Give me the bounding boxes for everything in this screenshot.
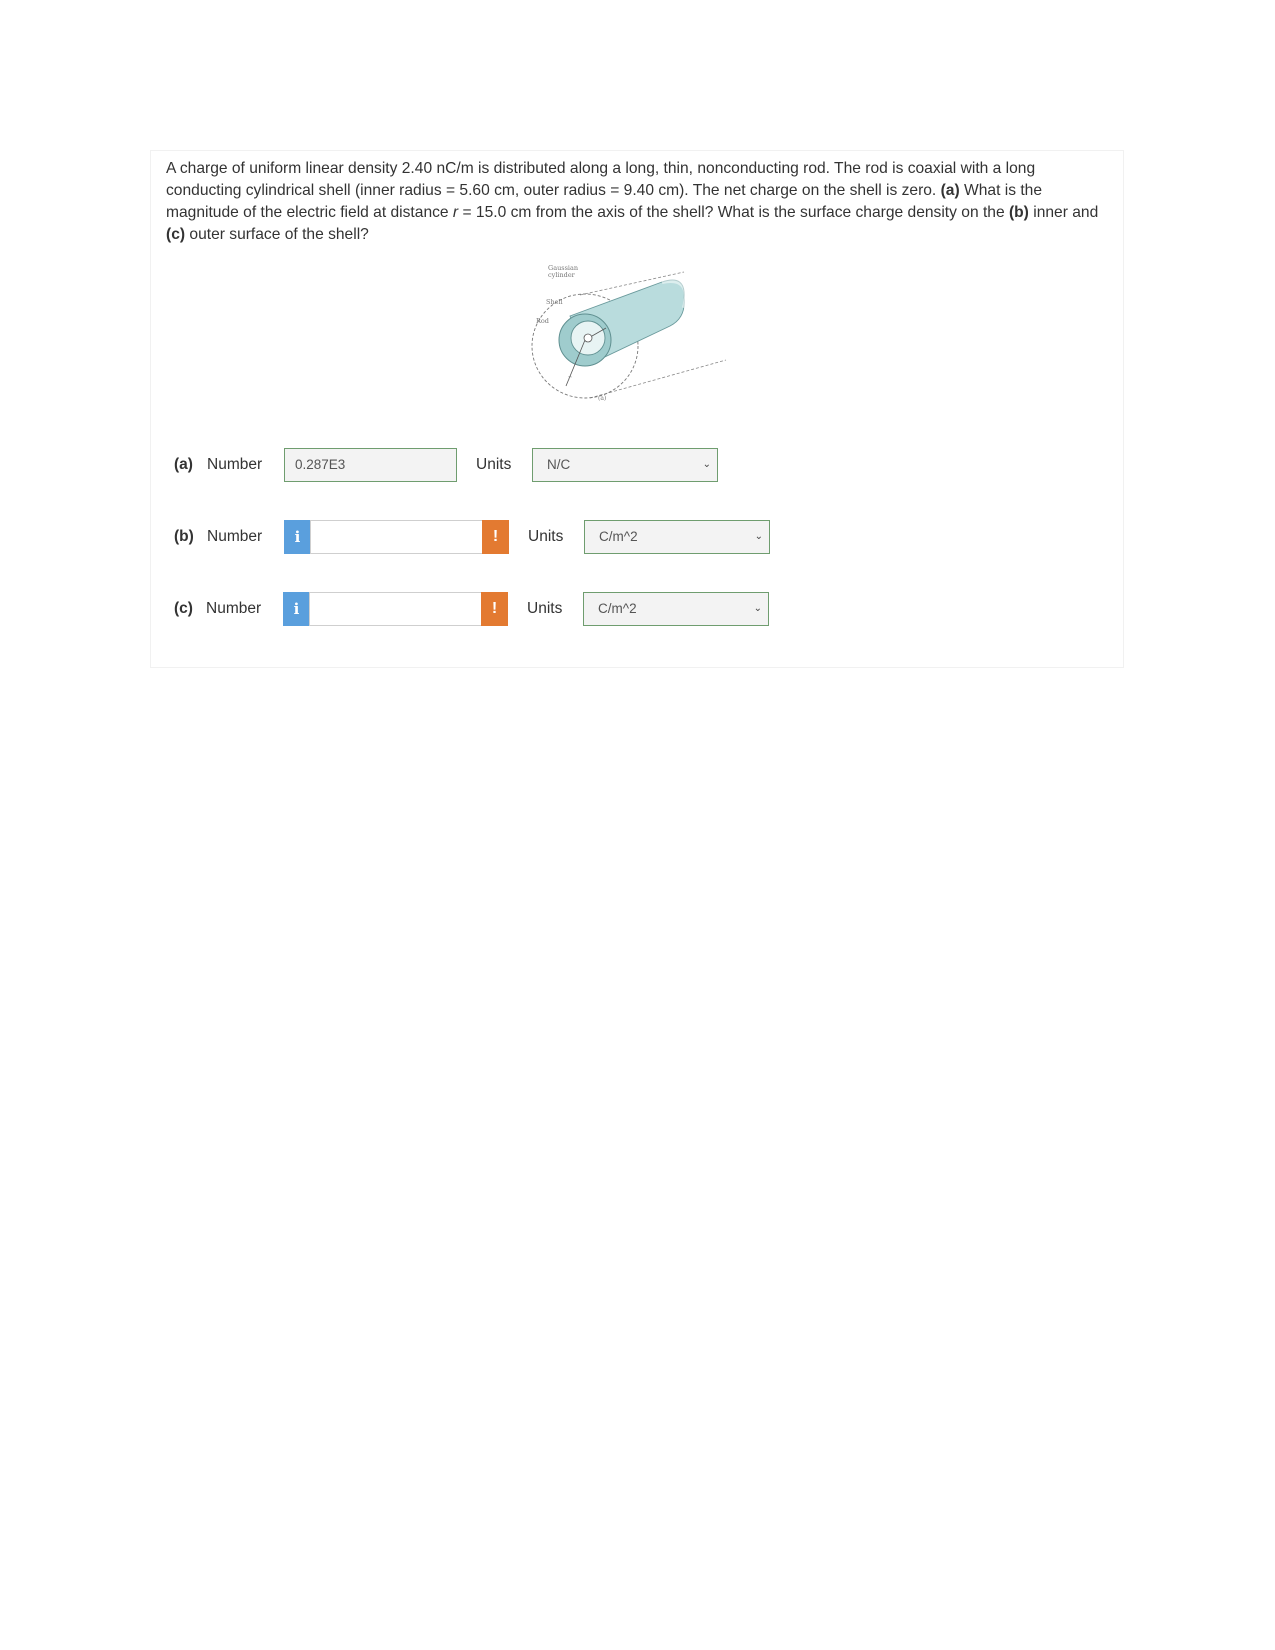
answer-row-a bbox=[174, 448, 814, 482]
units-label-c: Units bbox=[527, 600, 563, 617]
units-label-b: Units bbox=[528, 528, 564, 545]
number-input-a[interactable]: 0.287E3 bbox=[284, 448, 457, 482]
part-c-marker: (c) bbox=[166, 226, 186, 243]
variable-r: r bbox=[452, 204, 459, 221]
label-r: r bbox=[568, 374, 572, 382]
number-input-c[interactable] bbox=[309, 592, 483, 626]
part-label-c: (c) bbox=[174, 600, 193, 617]
units-select-b[interactable] bbox=[584, 520, 770, 554]
figure-caption: (a) bbox=[598, 395, 607, 402]
question-text bbox=[166, 158, 1111, 246]
label-cylinder: cylinder bbox=[548, 271, 575, 279]
question-text-part: A charge of uniform linear density 2.40 nC/m is distributed along a long, thin, nonconducting rod. The rod is coaxial with a long conducting cylindrical shell (inner radius = 5.60 cm, outer radius = 9.40 cm). The net charge on the shell is zero. bbox=[166, 160, 1036, 199]
warning-icon[interactable]: ! bbox=[482, 520, 509, 554]
number-label-a: Number bbox=[207, 456, 263, 473]
units-select-value-c: C/m^2 bbox=[598, 601, 637, 616]
part-label-a: (a) bbox=[174, 456, 193, 473]
warning-icon[interactable]: ! bbox=[481, 592, 508, 626]
question-text-part: = 15.0 cm from the axis of the shell? What is the surface charge density on the bbox=[458, 204, 1009, 221]
info-icon[interactable]: i bbox=[284, 520, 311, 554]
part-label-b: (b) bbox=[174, 528, 194, 545]
coaxial-shell-figure bbox=[536, 264, 722, 426]
answer-row-b bbox=[174, 520, 814, 554]
info-icon[interactable]: i bbox=[283, 592, 310, 626]
units-select-c[interactable] bbox=[583, 592, 769, 626]
answer-row-c bbox=[174, 592, 814, 626]
number-input-b[interactable] bbox=[310, 520, 484, 554]
gaussian-bottom-edge bbox=[590, 360, 726, 398]
part-a-marker: (a) bbox=[940, 182, 960, 199]
chevron-down-icon: ⌄ bbox=[753, 603, 762, 614]
chevron-down-icon: ⌄ bbox=[702, 459, 711, 470]
chevron-down-icon: ⌄ bbox=[754, 531, 763, 542]
question-text-part: outer surface of the shell? bbox=[185, 226, 369, 243]
label-gaussian: Gaussian bbox=[548, 264, 579, 272]
label-rod: Rod bbox=[536, 317, 549, 325]
part-b-marker: (b) bbox=[1008, 204, 1029, 221]
units-select-value-a: N/C bbox=[547, 457, 571, 472]
units-label-a: Units bbox=[476, 456, 512, 473]
question-text-part: inner and bbox=[1028, 204, 1099, 221]
number-label-c: Number bbox=[206, 600, 262, 617]
question-text-part: What is the magnitude of the electric field at distance bbox=[166, 182, 1043, 221]
units-select-value-b: C/m^2 bbox=[599, 529, 638, 544]
units-select-a[interactable] bbox=[532, 448, 718, 482]
number-label-b: Number bbox=[207, 528, 263, 545]
label-shell: Shell bbox=[546, 298, 563, 306]
rod bbox=[584, 334, 592, 342]
